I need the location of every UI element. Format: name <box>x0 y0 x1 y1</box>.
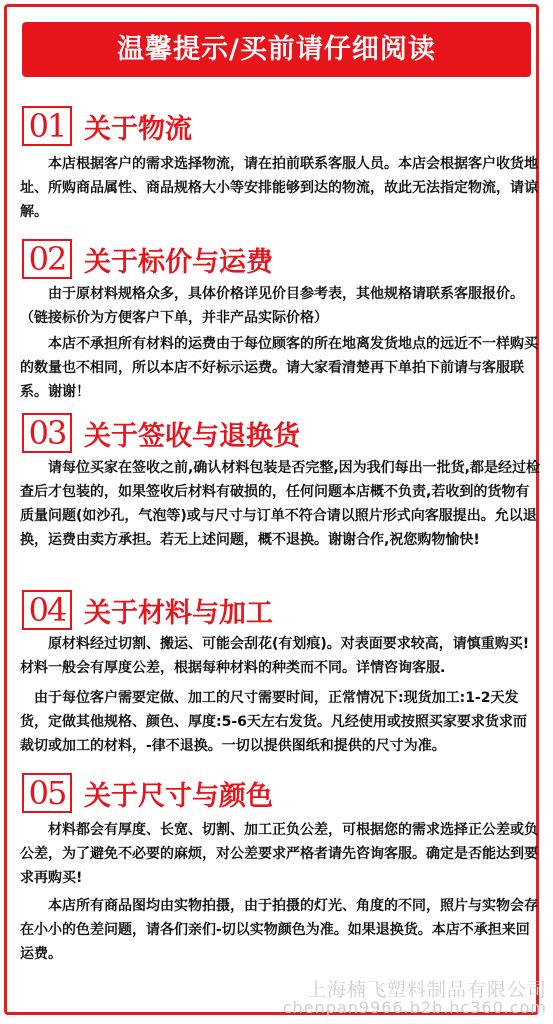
section-1-paragraph-1: 本店根据客户的需求选择物流，请在拍前联系客服人员。本店会根据客户收货地址、所购商品属性、商品规格大小等安排能够到达的物流，故此无法指定物流，请谅解。 <box>20 156 538 220</box>
section-5-paragraph-1: 材料都会有厚度、长宽、切割、加工正负公差，可根据您的需求选择正公差或负公差，为了避免不必要的麻烦，对公差要求严格者请先咨询客服。确定是否能达到要求再购买! <box>20 822 538 886</box>
section-3-number: 03 <box>22 413 72 453</box>
section-4-paragraph-2: 由于每位客户需要定做、加工的尺寸需要时间，正常情况下:现货加工:1-2天发货，定做其他规格、颜色、厚度:5-6天左右发货。凡经使用或按照买家要求货求而裁切或加工的材料，-律不退换。一切以提供图纸和提供的尺寸为准。 <box>20 690 527 754</box>
section-2-title: 关于标价与运费 <box>84 246 273 278</box>
section-5-heading <box>22 773 273 813</box>
section-1-heading <box>22 106 192 146</box>
section-2-number: 02 <box>22 239 72 279</box>
section-5-title: 关于尺寸与颜色 <box>84 780 273 812</box>
section-1-number: 01 <box>22 106 72 146</box>
watermark-url: chenpan9966.b2b.hc360.com <box>282 998 547 1017</box>
section-3-title: 关于签收与退换货 <box>84 420 300 452</box>
watermark-company: 上海楠飞塑料制品有限公司 <box>306 979 547 1001</box>
section-4-paragraph-1: 原材料经过切割、搬运、可能会刮花(有划痕)。对表面要求较高，请慎重购买!材料一般会有厚度公差，根据每种材料的种类而不同。详情咨询客服. <box>20 636 530 676</box>
section-2-paragraph-2: 本店不承担所有材料的运费由于每位顾客的所在地离发货地点的远近不一样购买的数量也不相同，所以本店不好标示运费。请大家看清楚再下单拍下前请与客服联系。谢谢！ <box>20 336 538 400</box>
section-5-paragraph-2: 本店所有商品图均由实物拍摄，由于拍摄的灯光、角度的不同，照片与实物会存在小小的色差问题，请各们亲们-切以实物颜色为准。如果退换货。本店不承担来回运费。 <box>20 898 538 962</box>
section-3-heading <box>22 413 300 453</box>
section-1-title: 关于物流 <box>84 113 192 145</box>
section-4-number: 04 <box>22 590 72 630</box>
section-3-paragraph-1: 请每位买家在签收之前,确认材料包装是否完整,因为我们每出一批货,都是经过检查后才包装的，如果签收后材料有破损的，任何问题本店概不负责,若收到的货物有质量问题(如沙孔，气泡等)或与尺寸与订单不符合请以照片形式向客服提出。允以退换，运费由卖方承担。若无上述问题，概不退换。谢谢合作,祝您购物愉快! <box>20 460 540 548</box>
page-title: 温馨提示/买前请仔细阅读 <box>22 22 531 77</box>
section-2-heading <box>22 239 273 279</box>
section-4-title: 关于材料与加工 <box>84 597 273 629</box>
section-5-number: 05 <box>22 773 72 813</box>
section-2-paragraph-1: 由于原材料规格众多，具体价格详见价目参考表，其他规格请联系客服报价。（链接标价为方便客户下单，并非产品实际价格） <box>20 286 524 326</box>
section-4-heading <box>22 590 273 630</box>
